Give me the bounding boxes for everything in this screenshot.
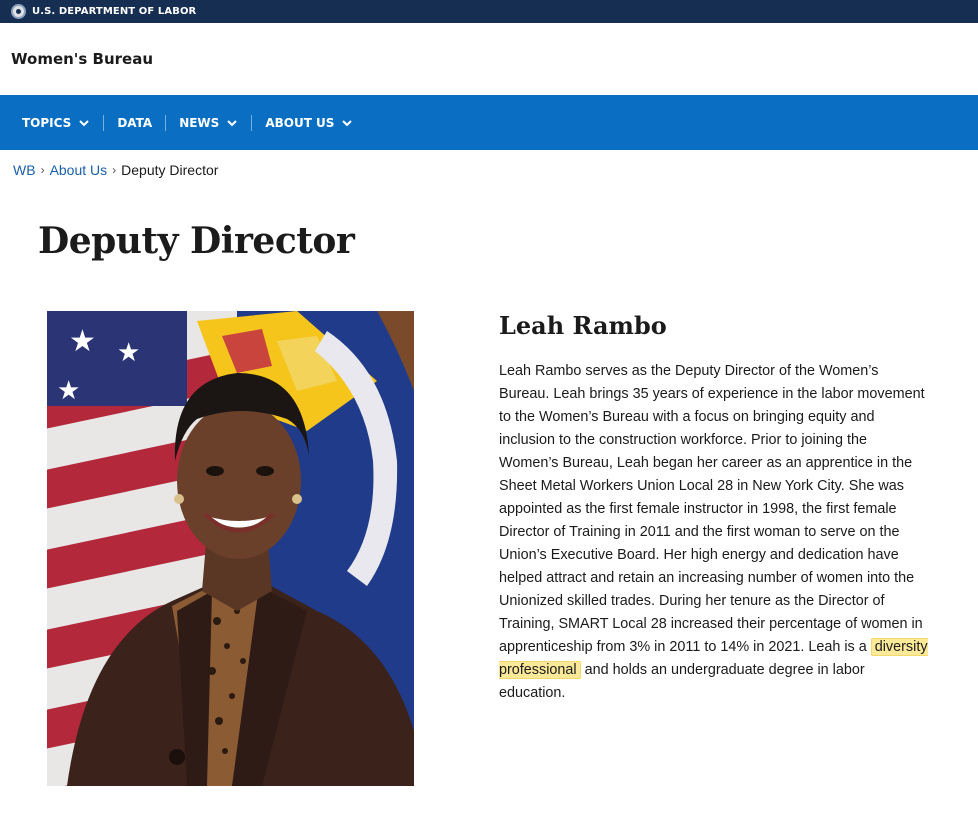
nav-news-label: NEWS	[179, 115, 220, 130]
main-nav	[0, 95, 978, 150]
svg-text:★: ★	[57, 375, 81, 405]
breadcrumb-separator-icon: ›	[112, 163, 117, 177]
svg-text:★: ★	[69, 325, 96, 358]
agency-name[interactable]: U.S. DEPARTMENT OF LABOR	[32, 6, 197, 17]
bio-text	[499, 360, 929, 705]
nav-news[interactable]	[179, 95, 238, 150]
breadcrumb-separator-icon: ›	[40, 163, 45, 177]
nav-about-us[interactable]	[265, 95, 353, 150]
bio-text-main: Leah Rambo serves as the Deputy Director of the Women’s Bureau. Leah brings 35 years of experience in the labor movement to the Women’s Bureau with a focus on bringing equity and inclusion to the construction workforce. Prior to joining the Women’s Bureau, Leah began her career as an apprentice in the Sheet Metal Workers Union Local 28 in New York City. She was appointed as the first female instructor in 1998, the first female Director of Training in 2011 and the first woman to serve on the Union’s Executive Board. Her high energy and dedication have helped attract and retain an increasing number of women into the Unionized skilled trades. During her tenure as the Director of Training, SMART Local 28 increased their percentage of women in apprenticeship from 3% in 2011 to 14% in 2021. Leah is a	[499, 363, 925, 655]
breadcrumb-link-wb[interactable]: WB	[13, 162, 36, 178]
nav-topics[interactable]	[22, 95, 90, 150]
breadcrumb-current: Deputy Director	[121, 162, 219, 178]
page-title: Deputy Director	[38, 220, 355, 262]
bio-text-end: and holds an undergraduate degree in labor education.	[499, 662, 865, 701]
breadcrumb	[13, 162, 218, 178]
svg-text:★: ★	[117, 337, 141, 367]
nav-about-us-label: ABOUT US	[265, 115, 335, 130]
nav-data-label: DATA	[117, 115, 153, 130]
dol-seal-icon[interactable]	[11, 4, 26, 19]
chevron-down-icon	[341, 117, 353, 129]
nav-data[interactable]	[117, 95, 152, 150]
nav-divider	[103, 115, 104, 131]
breadcrumb-link-about-us[interactable]: About Us	[49, 162, 108, 178]
site-header	[0, 23, 978, 95]
portrait-photo	[47, 311, 414, 786]
site-title[interactable]: Women's Bureau	[11, 50, 154, 68]
nav-divider	[251, 115, 252, 131]
nav-topics-label: TOPICS	[22, 115, 72, 130]
chevron-down-icon	[78, 117, 90, 129]
bio-name: Leah Rambo	[499, 311, 667, 340]
highlighted-phrase: diversity professional	[499, 639, 928, 678]
chevron-down-icon	[226, 117, 238, 129]
nav-divider	[165, 115, 166, 131]
agency-banner	[0, 0, 978, 23]
